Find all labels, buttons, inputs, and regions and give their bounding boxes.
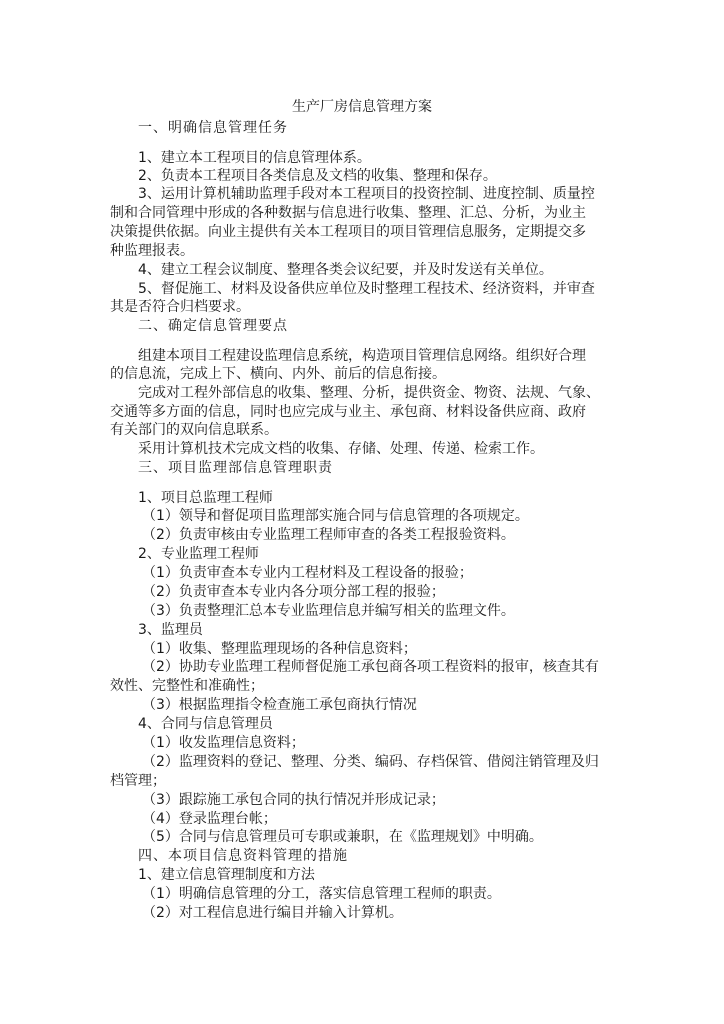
subsection-heading: 4、合同与信息管理员 [138,716,273,732]
list-item: （1）负责审查本专业内工程材料及工程设备的报验； [142,565,473,581]
document-title: 生产厂房信息管理方案 [292,99,432,115]
paragraph-line: 决策提供依据。向业主提供有关本工程项目的项目管理信息服务，定期提交多 [110,224,586,240]
list-item: （1）明确信息管理的分工，落实信息管理工程师的职责。 [142,886,501,902]
paragraph-line: 5、督促施工、材料及设备供应单位及时整理工程技术、经济资料，并审查 [138,281,595,297]
list-item: （1）收集、整理监理现场的各种信息资料； [142,641,417,657]
paragraph-line: 采用计算机技术完成文档的收集、存储、处理、传递、检索工作。 [138,441,544,457]
section-heading-4: 四、本项目信息资料管理的措施 [138,848,348,864]
section-heading-2: 二、确定信息管理要点 [138,318,288,334]
subsection-heading: 3、监理员 [138,622,203,638]
subsection-heading: 2、专业监理工程师 [138,546,259,562]
paragraph-line: 制和合同管理中形成的各种数据与信息进行收集、整理、汇总、分析，为业主 [110,205,586,221]
paragraph-line: 其是否符合归档要求。 [110,299,250,315]
section-heading-1: 一、明确信息管理任务 [138,120,288,136]
paragraph-line: 交通等多方面的信息，同时也应完成与业主、承包商、材料设备供应商、政府 [110,404,586,420]
paragraph-line: 2、负责本工程项目各类信息及文档的收集、整理和保存。 [138,168,497,184]
paragraph-line: 4、建立工程会议制度、整理各类会议纪要，并及时发送有关单位。 [138,262,553,278]
paragraph-line: 完成对工程外部信息的收集、整理、分析，提供资金、物资、法规、气象、 [138,385,600,401]
list-item: （2）负责审核由专业监理工程师审查的各类工程报验资料。 [142,527,515,543]
list-item: （3）跟踪施工承包合同的执行情况并形成记录； [142,792,445,808]
section-heading-3: 三、项目监理部信息管理职责 [138,460,333,476]
paragraph-line: 1、建立本工程项目的信息管理体系。 [138,150,371,166]
list-item: （2）对工程信息进行编目并输入计算机。 [142,905,403,921]
list-item: （4）登录监理台帐； [142,811,277,827]
list-item: （5）合同与信息管理员可专职或兼职，在《监理规划》中明确。 [142,829,543,845]
list-item: （3）根据监理指令检查施工承包商执行情况 [142,697,417,713]
list-item: （2）负责审查本专业内各分项分部工程的报验； [142,584,445,600]
paragraph-line: 组建本项目工程建设监理信息系统，构造项目管理信息网络。组织好合理 [138,348,586,364]
list-item: （3）负责整理汇总本专业监理信息并编写相关的监理文件。 [142,603,515,619]
list-item-continuation: 档管理； [110,773,166,789]
list-item: （1）收发监理信息资料； [142,735,305,751]
subsection-heading: 1、建立信息管理制度和方法 [138,867,315,883]
subsection-heading: 1、项目总监理工程师 [138,490,273,506]
list-item-continuation: 效性、完整性和准确性； [110,678,264,694]
paragraph-line: 的信息流，完成上下、横向、内外、前后的信息衔接。 [110,366,446,382]
list-item: （2）监理资料的登记、整理、分类、编码、存档保管、借阅注销管理及归 [142,754,599,770]
list-item: （2）协助专业监理工程师督促施工承包商各项工程资料的报审，核查其有 [142,659,599,675]
paragraph-line: 有关部门的双向信息联系。 [110,422,278,438]
list-item: （1）领导和督促项目监理部实施合同与信息管理的各项规定。 [142,508,529,524]
paragraph-line: 3、运用计算机辅助监理手段对本工程项目的投资控制、进度控制、质量控 [138,186,595,202]
paragraph-line: 种监理报表。 [110,243,194,259]
